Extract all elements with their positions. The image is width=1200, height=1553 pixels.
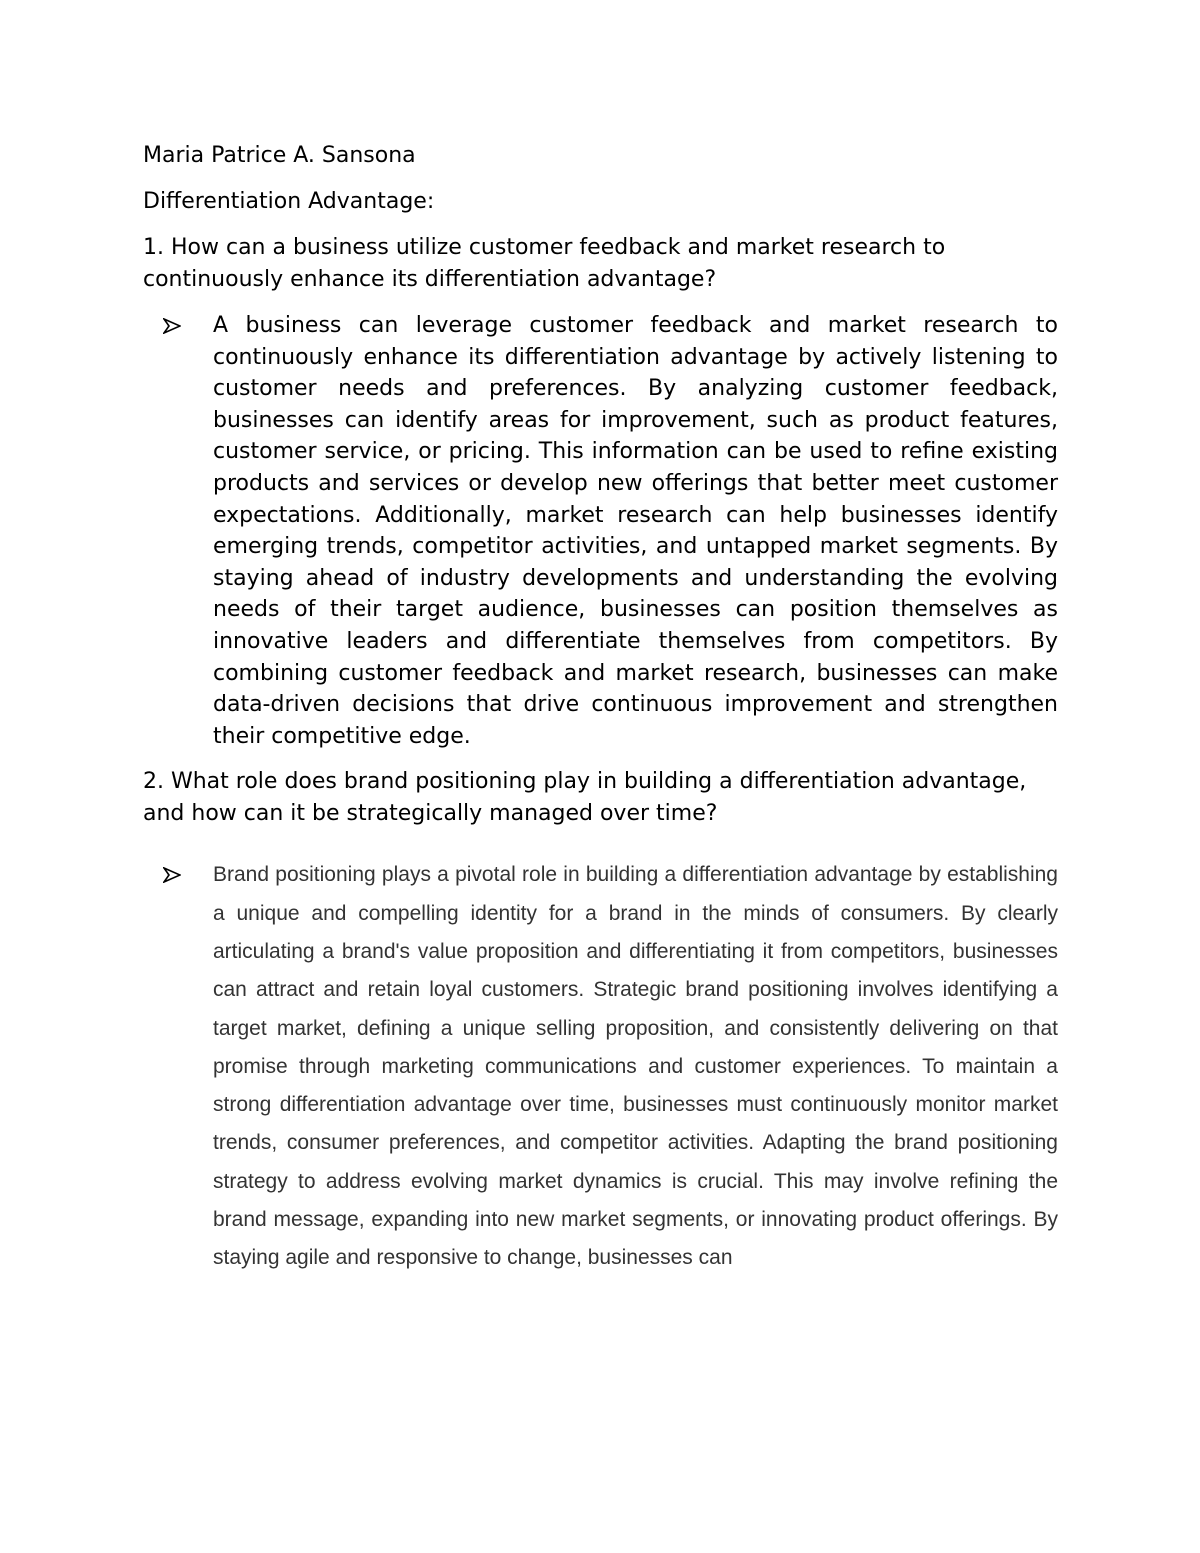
question-1: 1. How can a business utilize customer feedback and market research to continuously enhance its differentiation advantage?	[143, 235, 946, 292]
arrowhead-bullet-icon	[163, 310, 213, 334]
answer-1-bullet	[163, 310, 1058, 752]
author-name: Maria Patrice A. Sansona	[143, 143, 416, 168]
question-2: 2. What role does brand positioning play in building a differentiation advantage, and how can it be strategically managed over time?	[143, 769, 1027, 827]
answer-2-bullet	[163, 856, 1058, 1277]
answer-2-text: Brand positioning plays a pivotal role in building a differentiation advantage by establishing a unique and compelling identity for a brand in the minds of consumers. By clearly articulating a brand's value proposition and differentiating it from competitors, businesses can attract and retain loyal customers. Strategic brand positioning involves identifying a target market, defining a unique selling proposition, and consistently delivering on that promise through marketing communications and customer experiences. To maintain a strong differentiation advantage over time, businesses must continuously monitor market trends, consumer preferences, and competitor activities. Adapting the brand positioning strategy to address evolving market dynamics is crucial. This may involve refining the brand message, expanding into new market segments, or innovating product offerings. By staying agile and responsive to change, businesses can	[213, 863, 1058, 1270]
arrowhead-bullet-icon	[163, 856, 213, 883]
answer-1-text: A business can leverage customer feedback and market research to continuously enhance its differentiation advantage by actively listening to customer needs and preferences. By analyzing customer feedback, businesses can identify areas for improvement, such as product features, customer service, or pricing. This information can be used to refine existing products and services or develop new offerings that better meet customer expectations. Additionally, market research can help businesses identify emerging trends, competitor activities, and untapped market segments. By staying ahead of industry developments and understanding the evolving needs of their target audience, businesses can position themselves as innovative leaders and differentiate themselves from competitors. By combining customer feedback and market research, businesses can make data-driven decisions that drive continuous improvement and strengthen their competitive edge.	[213, 313, 1058, 749]
document-content	[143, 140, 1058, 1292]
document-heading: Differentiation Advantage:	[143, 189, 435, 214]
